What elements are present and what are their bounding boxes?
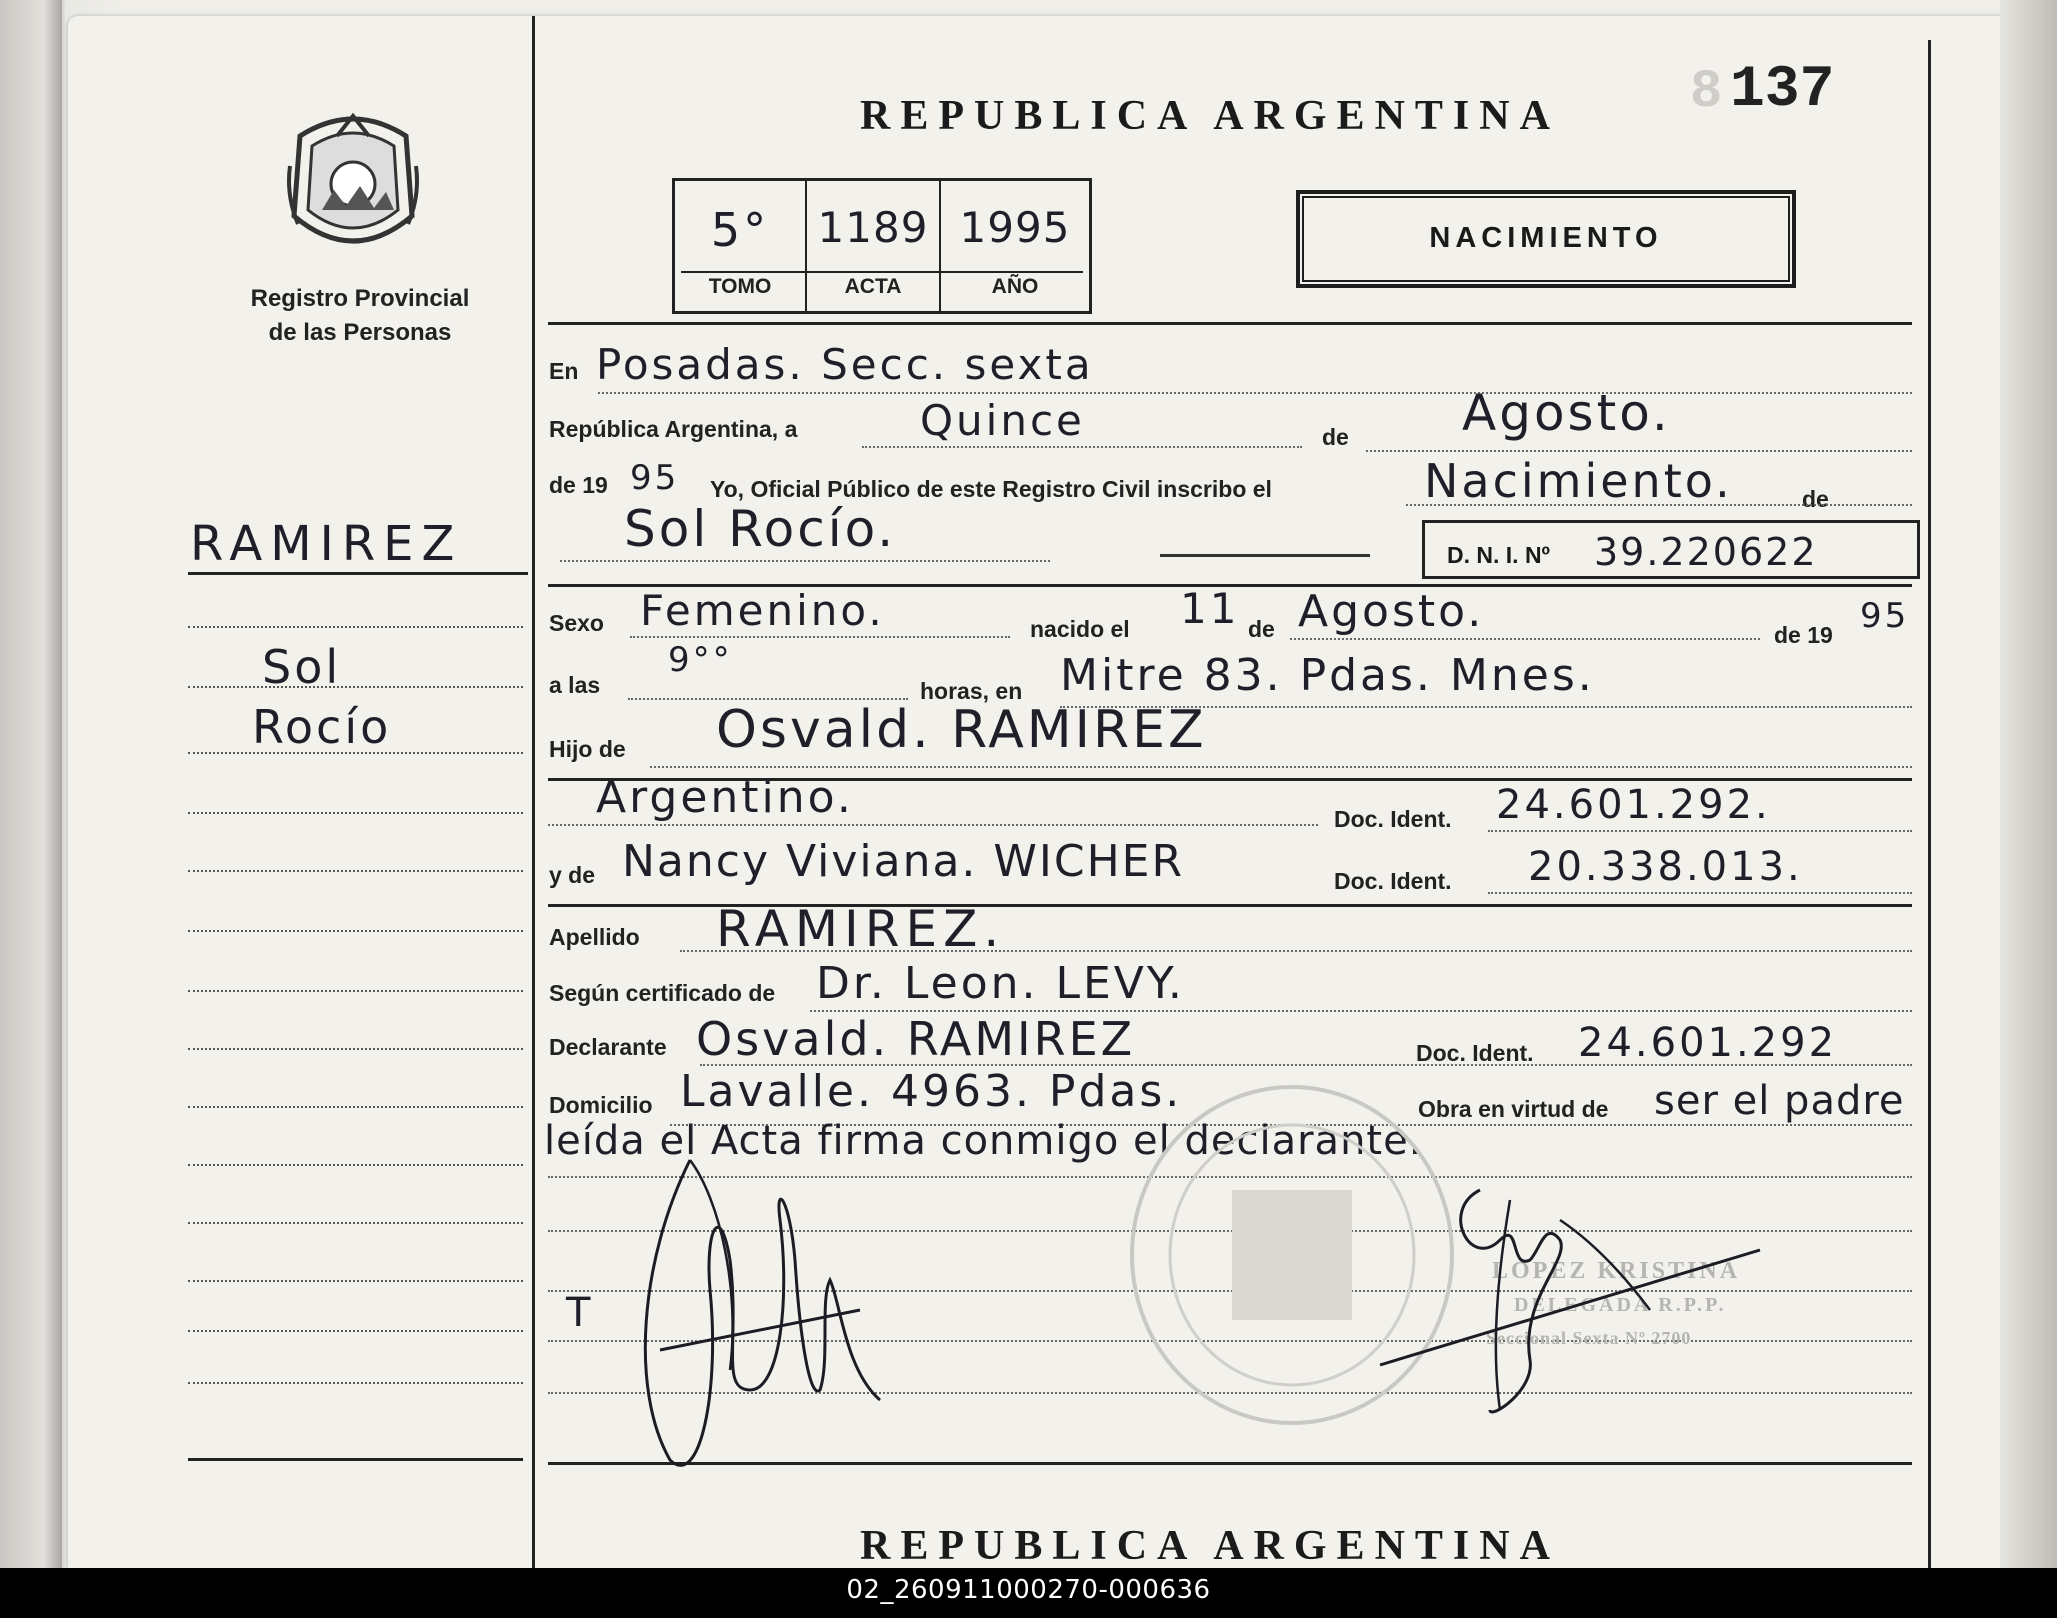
country-title: REPUBLICA ARGENTINA xyxy=(860,93,1560,139)
apellido-label: Apellido xyxy=(549,924,640,950)
doc-ident-label-2: Doc. Ident. xyxy=(1334,868,1452,894)
sexo-value: Femenino. xyxy=(640,586,885,635)
father-nationality: Argentino. xyxy=(596,772,854,823)
acta-cell xyxy=(807,181,939,311)
republica-label: República Argentina, a xyxy=(549,416,798,442)
form-line xyxy=(548,322,1912,325)
mother-value: Nancy Viviana. WICHER xyxy=(622,836,1185,887)
note-value: leída el Acta firma conmigo el declarante. xyxy=(544,1118,1423,1164)
ano-label: AÑO xyxy=(991,275,1039,298)
father-doc: 24.601.292. xyxy=(1496,782,1771,828)
birth-day: 11 xyxy=(1180,584,1240,633)
form-line xyxy=(1488,892,1912,894)
stub-line xyxy=(188,1280,523,1282)
registry-line-1: Registro Provincial xyxy=(250,285,470,312)
form-right-border xyxy=(1928,40,1931,1568)
form-line xyxy=(1160,554,1370,557)
official-label: Yo, Oficial Público de este Registro Civil inscribo el xyxy=(710,476,1272,502)
stub-line xyxy=(188,1164,523,1166)
acta-label: ACTA xyxy=(844,275,902,298)
tomo-value: 5° xyxy=(710,203,770,257)
stub-line xyxy=(188,930,523,932)
registry-name xyxy=(215,282,505,350)
en-value: Posadas. Secc. sexta xyxy=(596,340,1094,389)
form-line xyxy=(680,950,1912,952)
form-line xyxy=(1290,638,1760,640)
domicilio-label: Domicilio xyxy=(549,1092,653,1118)
stub-column-divider xyxy=(532,16,535,1568)
stub-line xyxy=(188,870,523,872)
doc-ident-label-3: Doc. Ident. xyxy=(1416,1040,1534,1066)
declarante-label: Declarante xyxy=(549,1034,667,1060)
scan-id-code: 02_260911000270-000636 xyxy=(846,1575,1211,1605)
country-title-bottom: REPUBLICA ARGENTINA xyxy=(860,1523,1560,1568)
month-value: Agosto. xyxy=(1462,384,1671,442)
stub-given-name-2: Rocío xyxy=(252,700,392,754)
de-label: de xyxy=(1322,424,1349,450)
act-value: Nacimiento. xyxy=(1424,454,1733,508)
dni-box-top xyxy=(1422,520,1917,523)
form-line xyxy=(1366,450,1912,452)
ano-cell xyxy=(941,181,1089,311)
de19-label: de 19 xyxy=(549,472,608,498)
previous-page-edge xyxy=(0,0,62,1568)
form-line xyxy=(650,766,1912,768)
stub-line xyxy=(188,1330,523,1332)
en-label: En xyxy=(549,358,579,384)
official-signature-icon xyxy=(1370,1160,1770,1430)
domicilio-value: Lavalle. 4963. Pdas. xyxy=(680,1066,1183,1117)
obra-value: ser el padre xyxy=(1654,1078,1905,1124)
form-line xyxy=(630,636,1010,638)
stub-line xyxy=(188,752,523,754)
ano-value: 1995 xyxy=(959,203,1071,252)
record-identifier-box xyxy=(672,178,1092,314)
form-line xyxy=(862,446,1302,448)
stub-line xyxy=(188,1106,523,1108)
provincial-seal-icon xyxy=(282,106,424,254)
page-number: 137 xyxy=(1730,58,1835,123)
stub-bottom-divider xyxy=(188,1458,523,1461)
nacido-label: nacido el xyxy=(1030,616,1130,642)
de19b-label: de 19 xyxy=(1774,622,1833,648)
year-value: 95 xyxy=(630,458,680,498)
declarante-doc: 24.601.292 xyxy=(1578,1020,1838,1066)
stamp-line-2: DELEGADA R.P.P. xyxy=(1514,1294,1727,1316)
tomo-label: TOMO xyxy=(708,275,772,298)
declarant-signature-icon xyxy=(630,1140,910,1480)
horas-label: horas, en xyxy=(920,678,1023,704)
segun-label: Según certificado de xyxy=(549,980,776,1006)
stub-line xyxy=(188,1048,523,1050)
apellido-value: RAMIREZ. xyxy=(716,900,1006,958)
t-mark: T xyxy=(566,1290,594,1336)
acta-value: 1189 xyxy=(817,203,929,252)
de2-label: de xyxy=(1802,486,1829,512)
stamp-line-3: Seccional Sexta Nº 2700 xyxy=(1486,1328,1692,1348)
birth-year: 95 xyxy=(1860,596,1910,636)
stub-divider xyxy=(188,572,528,575)
stamp-line-1: LOPEZ KRISTINA xyxy=(1492,1258,1741,1284)
hour-value: 9°° xyxy=(668,640,733,680)
stub-line xyxy=(188,626,523,628)
stub-line xyxy=(188,1382,523,1384)
stub-surname: RAMIREZ xyxy=(190,516,463,572)
document-type: NACIMIENTO xyxy=(1429,222,1663,254)
father-value: Osvald. RAMIREZ xyxy=(716,700,1207,760)
day-value: Quince xyxy=(920,396,1085,445)
name-value: Sol Rocío. xyxy=(624,500,897,558)
certificate-value: Dr. Leon. LEVY. xyxy=(816,958,1185,1009)
stub-line xyxy=(188,990,523,992)
form-line xyxy=(1406,504,1912,506)
alas-label: a las xyxy=(549,672,601,698)
tomo-cell xyxy=(675,181,805,311)
form-line xyxy=(548,824,1318,826)
stub-line xyxy=(188,812,523,814)
form-line xyxy=(598,392,1912,394)
place-value: Mitre 83. Pdas. Mnes. xyxy=(1060,650,1595,701)
document-type-box xyxy=(1296,190,1796,288)
dni-label: D. N. I. Nº xyxy=(1447,542,1550,568)
obra-label: Obra en virtud de xyxy=(1418,1096,1609,1122)
mother-doc: 20.338.013. xyxy=(1528,844,1803,890)
dni-value: 39.220622 xyxy=(1594,530,1818,574)
stub-line xyxy=(188,1222,523,1224)
sexo-label: Sexo xyxy=(549,610,604,636)
page-number-shadow: 8 xyxy=(1690,62,1723,123)
yde-label: y de xyxy=(549,862,596,888)
doc-ident-label: Doc. Ident. xyxy=(1334,806,1452,832)
de3-label: de xyxy=(1248,616,1275,642)
birth-month: Agosto. xyxy=(1298,586,1485,637)
form-line xyxy=(1488,830,1912,832)
registry-line-2: de las Personas xyxy=(268,319,452,346)
form-line xyxy=(560,560,1050,562)
stub-line xyxy=(188,686,523,688)
next-page-edge xyxy=(2000,0,2057,1568)
stub-given-name-1: Sol xyxy=(262,640,342,694)
declarante-value: Osvald. RAMIREZ xyxy=(696,1012,1136,1066)
hijo-label: Hijo de xyxy=(549,736,626,762)
